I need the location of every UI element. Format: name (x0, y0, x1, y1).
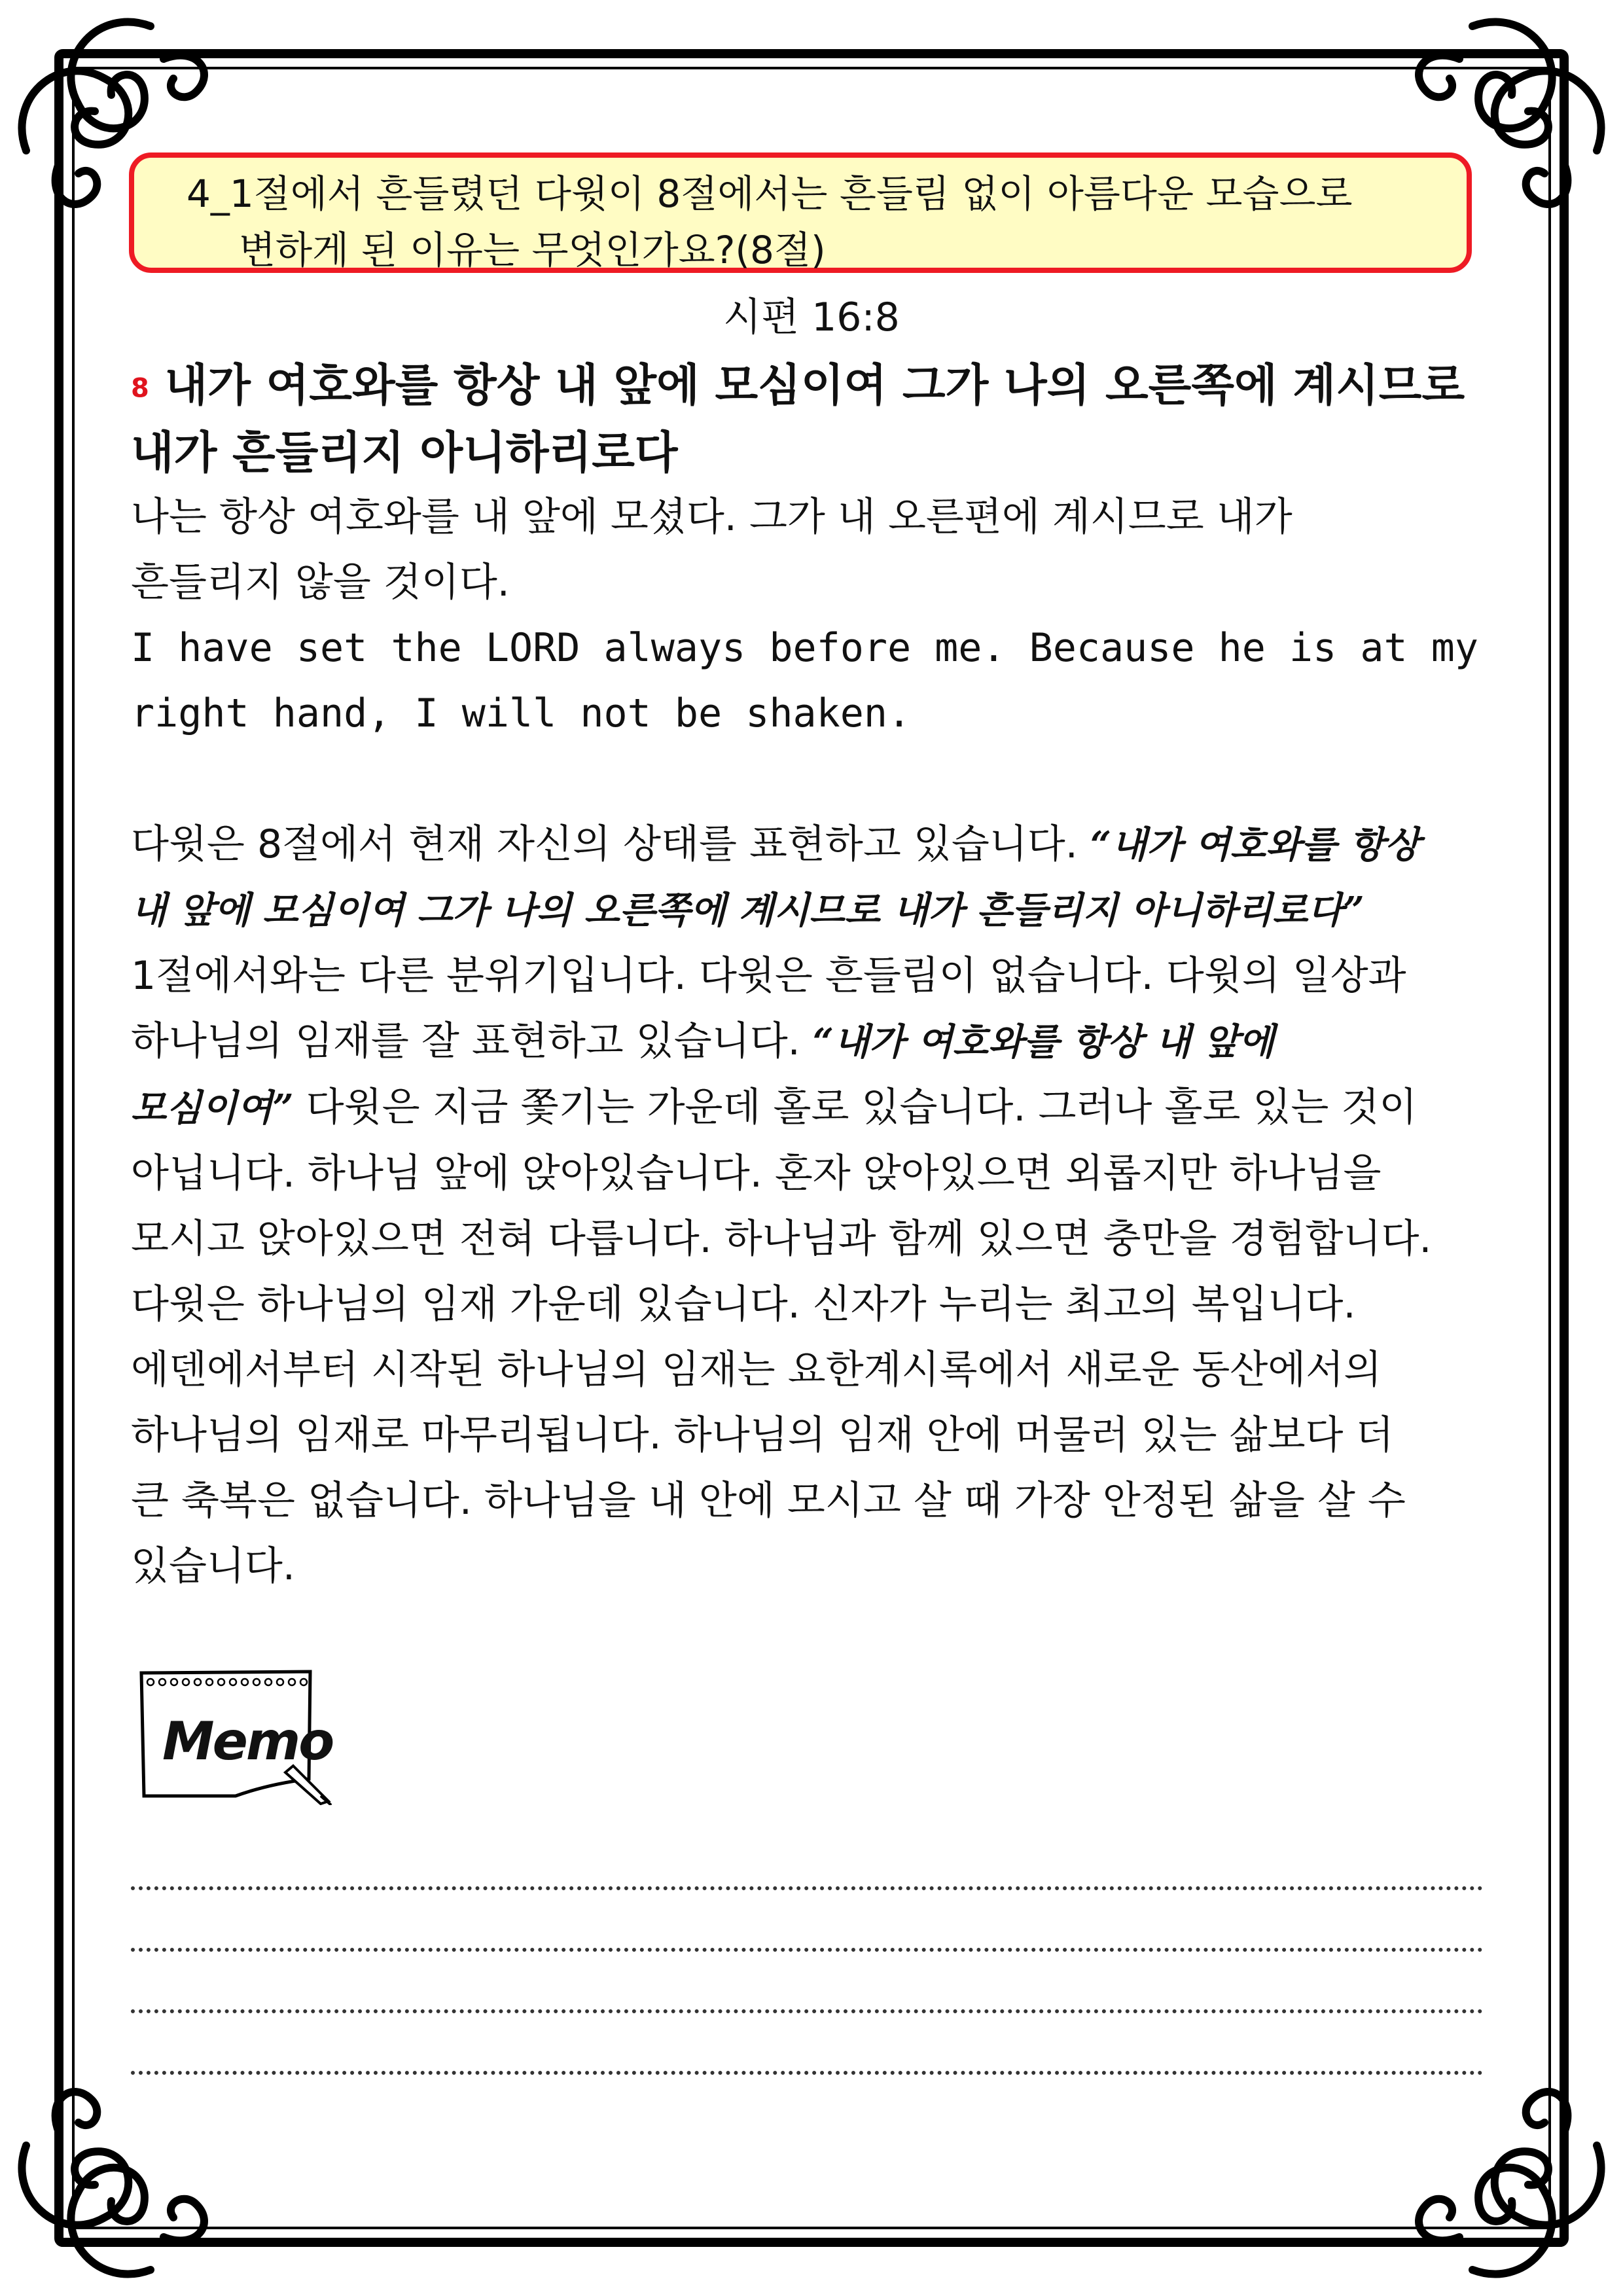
scripture-reference: 시편 16:8 (723, 295, 900, 340)
commentary-quote: 모심이여” (131, 1086, 294, 1130)
verse-line-1: 내가 여호와를 항상 내 앞에 모심이여 그가 나의 오른쪽에 계시므로 (164, 360, 1465, 412)
commentary (131, 812, 1492, 1599)
commentary-line-11: 큰 축복은 없습니다. 하나님을 내 안에 모시고 살 때 가장 안정된 삶을 살 수 (131, 1478, 1406, 1524)
commentary-line-2: 내 앞에 모심이여 그가 나의 오른쪽에 계시므로 내가 흔들리지 아니하리로다” (131, 889, 1364, 932)
commentary-text: 다윗은 지금 쫓기는 가운데 홀로 있습니다. 그러나 홀로 있는 것이 (293, 1085, 1418, 1130)
korean-translation-line-2: 흔들리지 않을 것이다. (131, 560, 510, 605)
commentary-quote: “내가 여호와를 항상 내 앞에 (812, 1020, 1275, 1064)
commentary-line-3: 1절에서와는 다른 분위기입니다. 다윗은 흔들림이 없습니다. 다윗의 일상과 (131, 953, 1406, 999)
memo-writing-line-1[interactable] (131, 1886, 1483, 1890)
commentary-line-1 (131, 812, 1492, 878)
question-box (129, 152, 1472, 273)
verse-number: 8 (131, 373, 149, 404)
commentary-line-6: 아닙니다. 하나님 앞에 앉아있습니다. 혼자 앉아있으면 외롭지만 하나님을 (131, 1151, 1382, 1196)
question-line-2: 변하게 된 이유는 무엇인가요?(8절) (239, 228, 826, 272)
verse-text (131, 353, 1492, 486)
english-translation (131, 615, 1492, 746)
memo-writing-line-4[interactable] (131, 2071, 1483, 2075)
korean-translation (131, 484, 1492, 615)
memo-writing-line-2[interactable] (131, 1948, 1483, 1952)
memo-writing-line-3[interactable] (131, 2009, 1483, 2013)
commentary-line-4 (131, 1009, 1492, 1075)
commentary-line-5 (131, 1075, 1492, 1141)
english-translation-line-2: right hand, I will not be shaken. (131, 691, 912, 736)
commentary-text: 하나님의 임재를 잘 표현하고 있습니다. (131, 1018, 813, 1064)
korean-translation-line-1: 나는 항상 여호와를 내 앞에 모셨다. 그가 내 오른편에 계시므로 내가 (131, 494, 1293, 540)
commentary-quote: “내가 여호와를 항상 (1090, 823, 1420, 867)
english-translation-line-1: I have set the LORD always before me. Because he is at my (131, 625, 1479, 671)
question-line-1: 4_1절에서 흔들렸던 다윗이 8절에서는 흔들림 없이 아름다운 모습으로 (187, 171, 1353, 216)
commentary-line-9: 에덴에서부터 시작된 하나님의 임재는 요한계시록에서 새로운 동산에서의 (131, 1347, 1382, 1393)
commentary-line-10: 하나님의 임재로 마무리됩니다. 하나님의 임재 안에 머물러 있는 삶보다 더 (131, 1412, 1394, 1458)
commentary-line-12: 있습니다. (131, 1543, 295, 1589)
commentary-line-7: 모시고 앉아있으면 전혀 다릅니다. 하나님과 함께 있으면 충만을 경험합니다. (131, 1216, 1432, 1262)
commentary-line-8: 다윗은 하나님의 임재 가운데 있습니다. 신자가 누리는 최고의 복입니다. (131, 1282, 1356, 1327)
commentary-text: 다윗은 8절에서 현재 자신의 상태를 표현하고 있습니다. (131, 821, 1090, 867)
verse-line-2: 내가 흔들리지 아니하리로다 (131, 427, 678, 480)
memo-label: Memo (162, 1711, 333, 1772)
